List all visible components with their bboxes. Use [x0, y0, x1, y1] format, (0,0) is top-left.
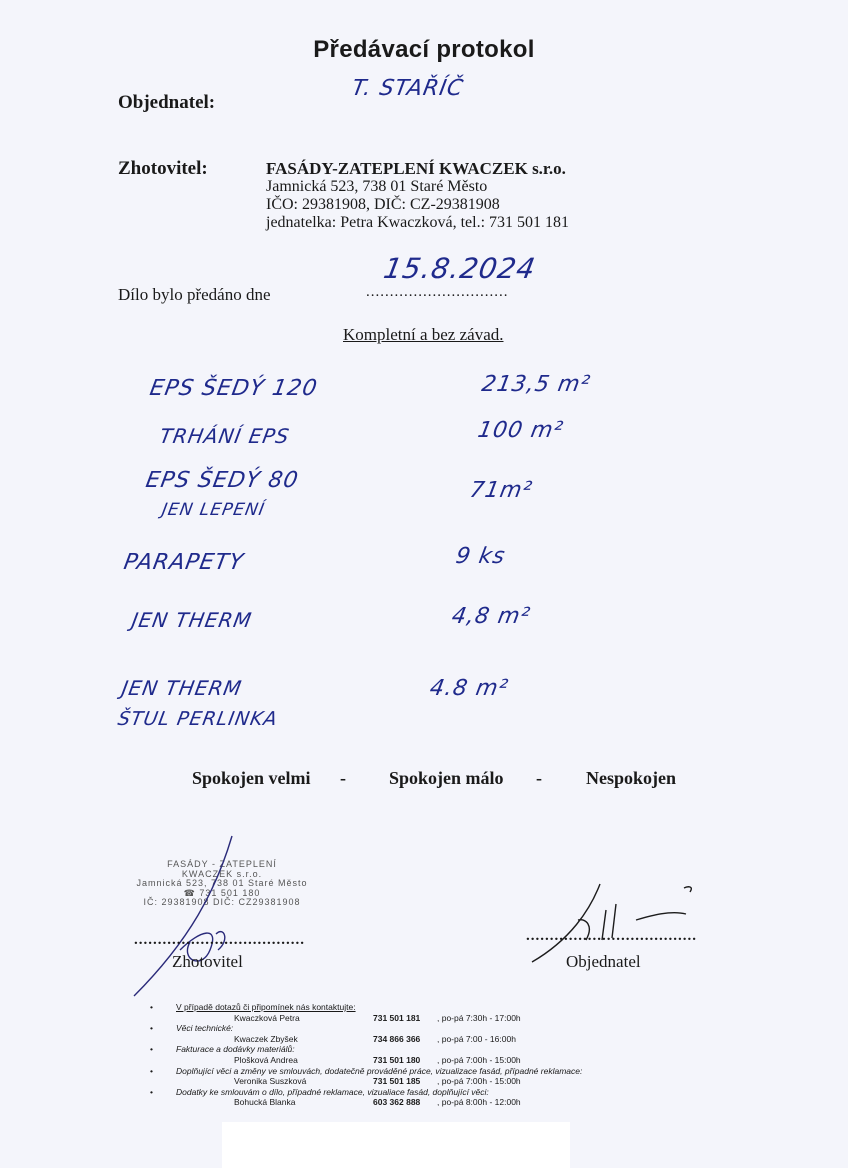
contact-phone: 731 501 180 [373, 1054, 421, 1065]
contact-person: Veronika Suszková [234, 1076, 307, 1087]
item-description-note: ŠTUL PERLINKA [116, 708, 280, 730]
contractor-block [266, 160, 569, 232]
handover-date-dotline: .............................. [366, 284, 509, 300]
contact-category: Věci technické: [176, 1023, 234, 1034]
item-description: EPS ŠEDÝ 80 [143, 468, 301, 493]
rating-separator: - [536, 768, 542, 788]
item-quantity: 9 ks [453, 544, 508, 569]
contact-category: Doplňující věci a změny ve smlouvách, dodatečně prováděné práce, vizualizace fasád, případné reklamace: [176, 1065, 583, 1076]
contact-phone: 734 866 366 [373, 1033, 421, 1044]
contact-entry [150, 1044, 790, 1065]
stamp-line: IČ: 29381908 DIČ: CZ29381908 [143, 897, 301, 907]
item-quantity: 4,8 m² [449, 604, 533, 629]
item-quantity: 100 m² [475, 418, 566, 443]
bullet-icon: • [150, 1044, 153, 1055]
item-quantity: 213,5 m² [479, 372, 593, 397]
contractor-name: FASÁDY-ZATEPLENÍ KWACZEK s.r.o. [266, 159, 566, 178]
item-description: EPS ŠEDÝ 120 [147, 376, 320, 401]
contact-hours: , po-pá 7:00 - 16:00h [437, 1033, 516, 1044]
bullet-icon: • [150, 1002, 153, 1012]
customer-signature-line: .................................... [526, 928, 697, 944]
rating-separator: - [340, 768, 346, 788]
contact-person: Kwaczek Zbyšek [234, 1033, 298, 1044]
bullet-icon: • [150, 1023, 153, 1034]
item-description-note: JEN LEPENÍ [160, 500, 267, 520]
contractor-signature-label: Zhotovitel [172, 952, 243, 971]
bullet-icon: • [150, 1086, 153, 1097]
completion-status: Kompletní a bez závad. [343, 325, 504, 344]
contact-entry [150, 1087, 790, 1108]
contact-phone: 731 501 181 [373, 1012, 421, 1023]
item-description: JEN THERM [119, 676, 245, 700]
contact-hours: , po-pá 7:00h - 15:00h [437, 1054, 521, 1065]
item-description: PARAPETY [121, 550, 246, 575]
handover-date-handwritten: 15.8.2024 [381, 252, 539, 285]
contractor-label: Zhotovitel: [118, 158, 208, 179]
contacts-list [150, 1002, 790, 1108]
contact-entry [150, 1023, 790, 1044]
contact-phone: 603 362 888 [373, 1097, 421, 1108]
rating-option-very-satisfied: Spokojen velmi [192, 768, 311, 788]
contact-entry [150, 1066, 790, 1087]
contractor-signature-line: .................................... [134, 932, 305, 948]
item-description: TRHÁNÍ EPS [157, 424, 292, 448]
handover-label: Dílo bylo předáno dne [118, 285, 271, 304]
item-quantity: 4.8 m² [427, 676, 511, 701]
stamp-line: Jamnická 523, 738 01 Staré Město [136, 878, 308, 888]
contact-category: Fakturace a dodávky materiálů: [176, 1044, 295, 1055]
bullet-icon: • [150, 1065, 153, 1076]
stamp-line: ☎ 731 501 180 [183, 887, 261, 898]
contact-category: Dodatky ke smlouvám o dílo, případné reklamace, vizualiace fasád, doplňující věci: [176, 1086, 489, 1097]
customer-label: Objednatel: [118, 92, 216, 113]
stamp-line: KWACZEK s.r.o. [181, 868, 263, 879]
blank-scan-area [222, 1122, 570, 1168]
contact-phone: 731 501 185 [373, 1076, 421, 1087]
rating-option-slightly-satisfied: Spokojen málo [389, 768, 504, 788]
contact-entry [150, 1002, 790, 1023]
contact-hours: , po-pá 8:00h - 12:00h [437, 1097, 521, 1108]
contractor-ids: IČO: 29381908, DIČ: CZ-29381908 [266, 196, 500, 213]
document-title: Předávací protokol [313, 36, 535, 63]
contact-person: Bohucká Blanka [234, 1097, 296, 1108]
contractor-address: Jamnická 523, 738 01 Staré Město [266, 178, 488, 195]
contact-person: Plošková Andrea [234, 1054, 298, 1065]
contractor-signature-scribble [120, 830, 280, 1000]
item-description: JEN THERM [129, 608, 255, 632]
stamp-line: FASÁDY - ZATEPLENÍ [167, 859, 277, 869]
contact-hours: , po-pá 7:00h - 15:00h [437, 1076, 521, 1087]
contact-category: V případě dotazů či připomínek nás kontaktujte: [176, 1002, 356, 1012]
contractor-manager: jednatelka: Petra Kwaczková, tel.: 731 501 181 [266, 214, 570, 231]
contact-hours: , po-pá 7:30h - 17:00h [437, 1012, 521, 1023]
item-quantity: 71m² [467, 478, 535, 503]
customer-handwritten-name: T. STAŘÍČ [349, 76, 466, 101]
contact-person: Kwaczková Petra [234, 1012, 300, 1023]
customer-signature-label: Objednatel [566, 952, 641, 971]
rating-option-unsatisfied: Nespokojen [586, 768, 677, 788]
